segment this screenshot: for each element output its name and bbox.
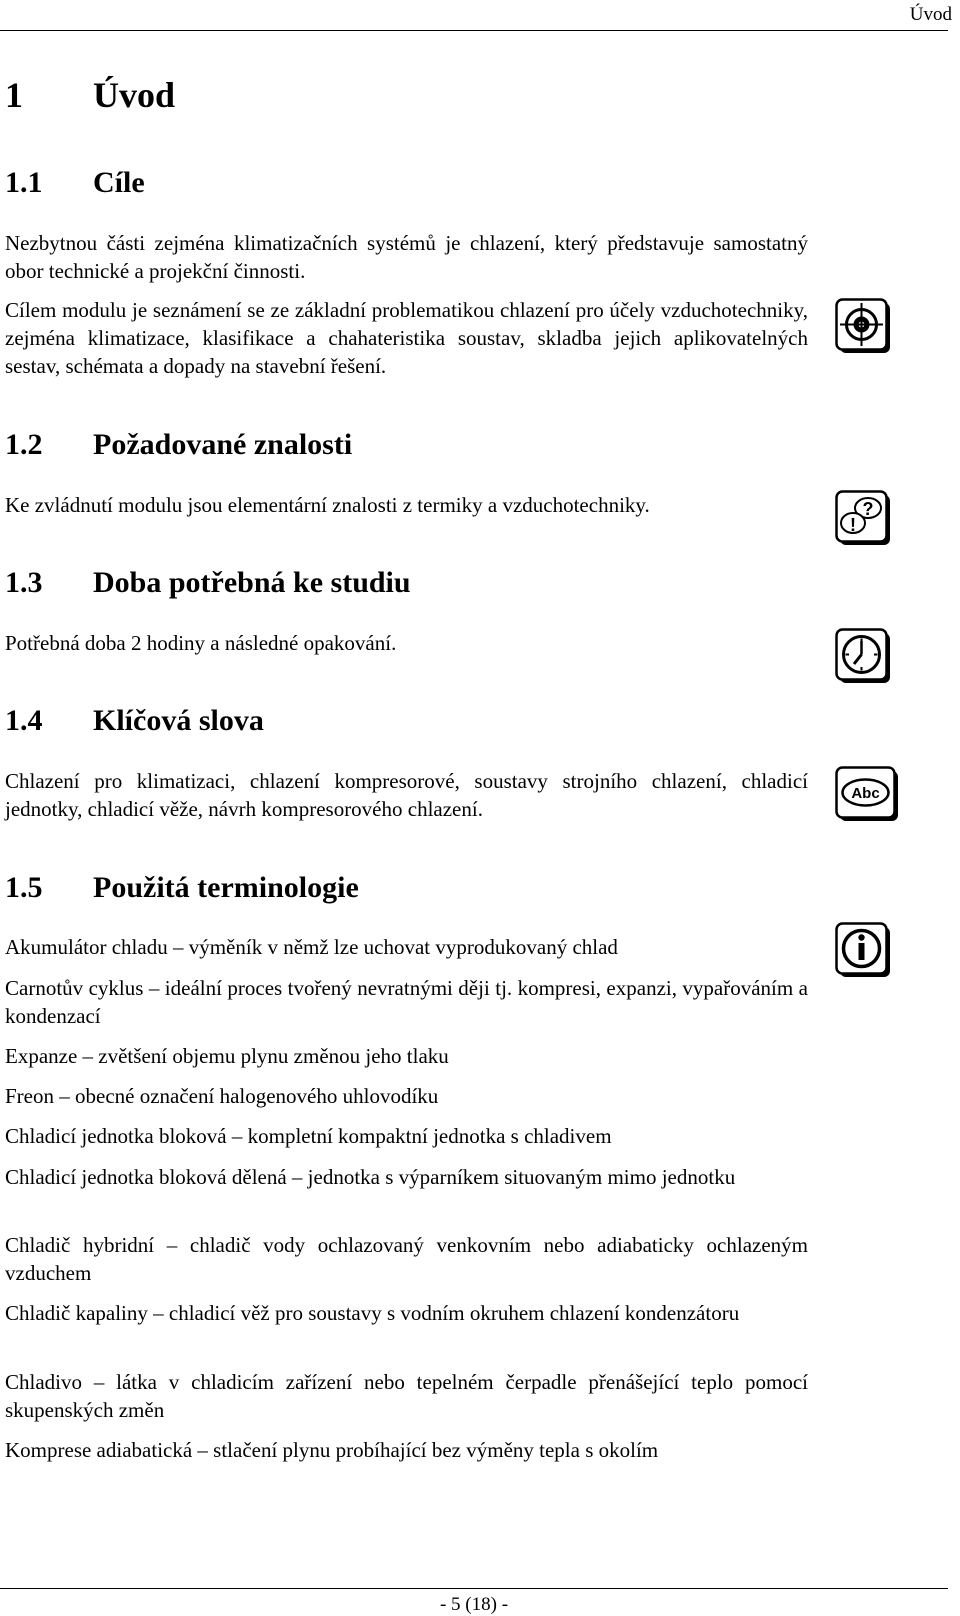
footer-divider bbox=[0, 1588, 948, 1589]
running-header: Úvod bbox=[909, 4, 952, 25]
header-divider bbox=[0, 30, 948, 31]
section-title: Klíčová slova bbox=[93, 704, 264, 737]
keywords-paragraph: Chlazení pro klimatizaci, chlazení kompresorové, soustavy strojního chlazení, chladicí jednotky, chladicí věže, návrh kompresorového chlazení. bbox=[5, 769, 808, 821]
page-number: - 5 (18) - bbox=[439, 1594, 509, 1615]
section-title: Cíle bbox=[93, 166, 145, 199]
section-number: 1.4 bbox=[5, 704, 43, 737]
goals-paragraph-1: Nezbytnou části zejména klimatizačních systémů je chlazení, který představuje samostatný obor technické a projekční činnosti. bbox=[5, 231, 808, 283]
section-number: 1.1 bbox=[5, 166, 43, 199]
knowledge-paragraph: Ke zvládnutí modulu jsou elementární znalosti z termiky a vzduchotechniky. bbox=[5, 493, 650, 517]
chapter-heading bbox=[5, 74, 175, 116]
section-number: 1.5 bbox=[5, 871, 43, 904]
term-entry: Chladič hybridní – chladič vody ochlazovaný venkovním nebo adiabaticky ochlazeným vzduchem bbox=[5, 1233, 808, 1285]
svg-text:!: ! bbox=[850, 515, 856, 535]
section-title: Doba potřebná ke studiu bbox=[93, 566, 411, 599]
term-entry: Komprese adiabatická – stlačení plynu probíhající bez výměny tepla s okolím bbox=[5, 1438, 659, 1462]
section-heading-knowledge bbox=[5, 428, 352, 462]
term-entry: Akumulátor chladu – výměník v němž lze uchovat vyprodukovaný chlad bbox=[5, 935, 618, 959]
abc-icon-label: Abc bbox=[851, 785, 880, 802]
section-number: 1.3 bbox=[5, 566, 43, 599]
term-entry: Chladivo – látka v chladicím zařízení nebo tepelném čerpadle přenášející teplo pomocí skupenských změn bbox=[5, 1370, 808, 1422]
goals-paragraph-2: Cílem modulu je seznámení se ze základní problematikou chlazení pro účely vzduchotechniky, zejména klimatizace, klasifikace a chahateristika soustav, skladba jejich aplikovatelných sestav, schémata a dopady na stavební řešení. bbox=[5, 298, 808, 378]
section-heading-goals bbox=[5, 166, 145, 200]
abc-icon bbox=[835, 766, 901, 824]
section-number: 1.2 bbox=[5, 428, 43, 461]
svg-text:?: ? bbox=[862, 499, 874, 519]
chapter-number: 1 bbox=[5, 75, 23, 115]
term-entry: Chladicí jednotka bloková dělená – jednotka s výparníkem situovaným mimo jednotku bbox=[5, 1165, 736, 1189]
term-entry: Chladicí jednotka bloková – kompletní kompaktní jednotka s chladivem bbox=[5, 1124, 612, 1148]
term-entry: Expanze – zvětšení objemu plynu změnou jeho tlaku bbox=[5, 1044, 449, 1068]
target-icon bbox=[835, 298, 893, 356]
section-heading-time bbox=[5, 566, 411, 600]
term-entry: Chladič kapaliny – chladicí věž pro soustavy s vodním okruhem chlazení kondenzátoru bbox=[5, 1301, 740, 1325]
clock-icon bbox=[835, 628, 893, 686]
term-entry: Carnotův cyklus – ideální proces tvořený nevratnými ději tj. kompresi, expanzi, vypařováním a kondenzací bbox=[5, 976, 808, 1028]
section-title: Požadované znalosti bbox=[93, 428, 353, 461]
chapter-title: Úvod bbox=[93, 75, 176, 115]
info-icon bbox=[835, 922, 893, 980]
section-heading-keywords bbox=[5, 704, 264, 738]
question-exclamation-icon bbox=[835, 490, 893, 548]
section-heading-terminology bbox=[5, 871, 359, 905]
section-title: Použitá terminologie bbox=[93, 871, 359, 904]
time-paragraph: Potřebná doba 2 hodiny a následné opakování. bbox=[5, 631, 397, 655]
term-entry: Freon – obecné označení halogenového uhlovodíku bbox=[5, 1084, 439, 1108]
